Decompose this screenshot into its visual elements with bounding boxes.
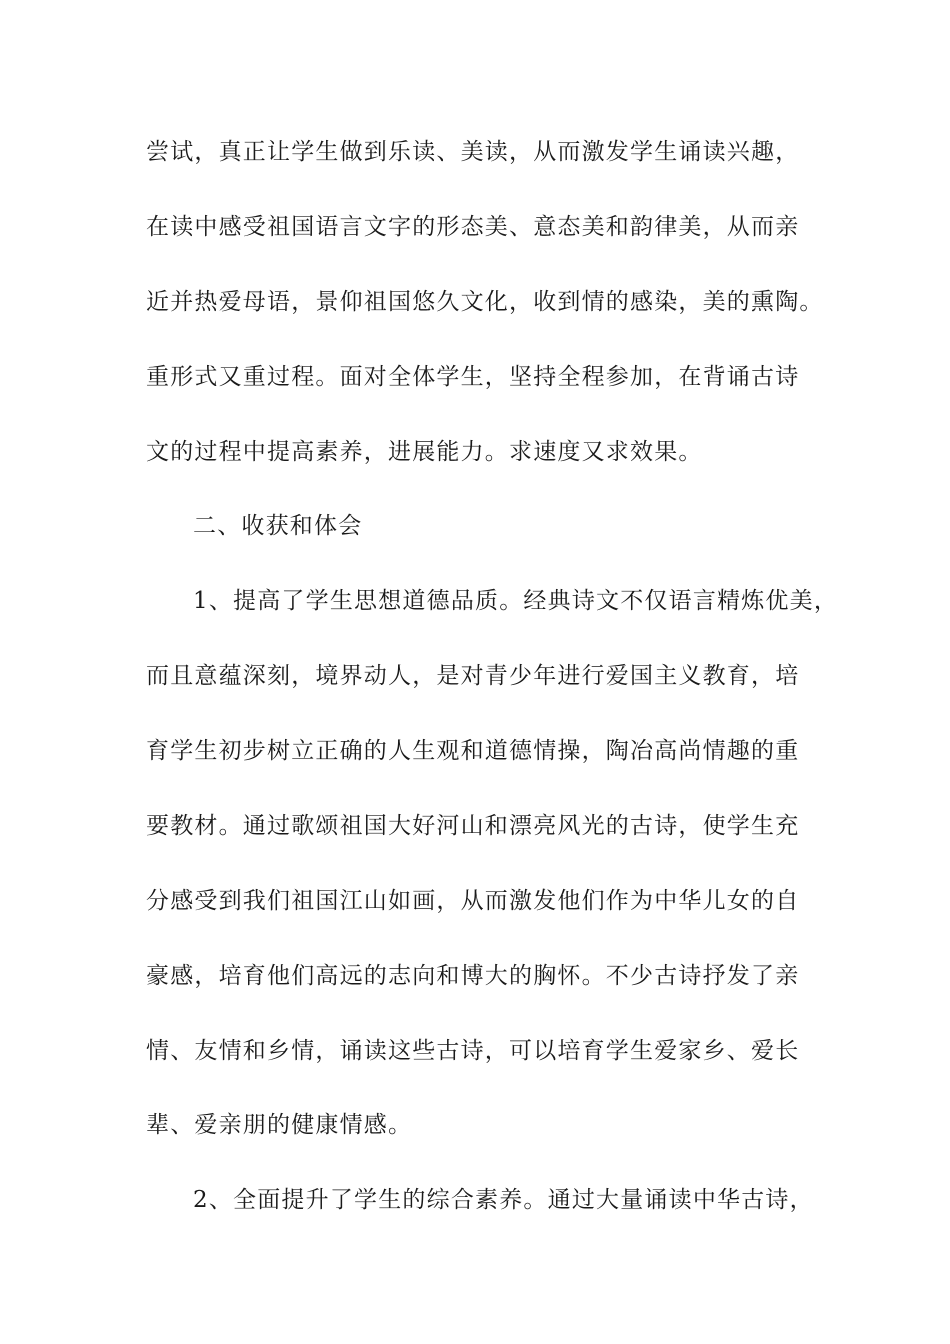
paragraph-first-line: 2、全面提升了学生的综合素养。通过大量诵读中华古诗， [193, 1187, 814, 1213]
section-heading: 二、收获和体会 [193, 513, 363, 539]
text-line: 豪感，培育他们高远的志向和博大的胸怀。不少古诗抒发了亲 [146, 963, 800, 989]
text-line: 要教材。通过歌颂祖国大好河山和漂亮风光的古诗，使学生充 [146, 813, 800, 839]
text-line: 辈、爱亲朋的健康情感。 [146, 1112, 413, 1138]
text-line: 分感受到我们祖国江山如画，从而激发他们作为中华儿女的自 [146, 888, 800, 914]
text-line: 育学生初步树立正确的人生观和道德情操，陶冶高尚情趣的重 [146, 738, 800, 764]
text-line: 尝试，真正让学生做到乐读、美读，从而激发学生诵读兴趣， [146, 139, 800, 165]
text-line: 在读中感受祖国语言文字的形态美、意态美和韵律美，从而亲 [146, 214, 800, 240]
text-line: 情、友情和乡情，诵读这些古诗，可以培育学生爱家乡、爱长 [146, 1038, 800, 1064]
paragraph-first-line: 1、提高了学生思想道德品质。经典诗文不仅语言精炼优美， [193, 588, 839, 614]
text-line: 近并热爱母语，景仰祖国悠久文化，收到情的感染，美的熏陶。 [146, 289, 824, 315]
text-line: 而且意蕴深刻，境界动人，是对青少年进行爱国主义教育，培 [146, 663, 800, 689]
text-line: 文的过程中提高素养，进展能力。求速度又求效果。 [146, 439, 703, 465]
text-line: 重形式又重过程。面对全体学生，坚持全程参加，在背诵古诗 [146, 364, 800, 390]
